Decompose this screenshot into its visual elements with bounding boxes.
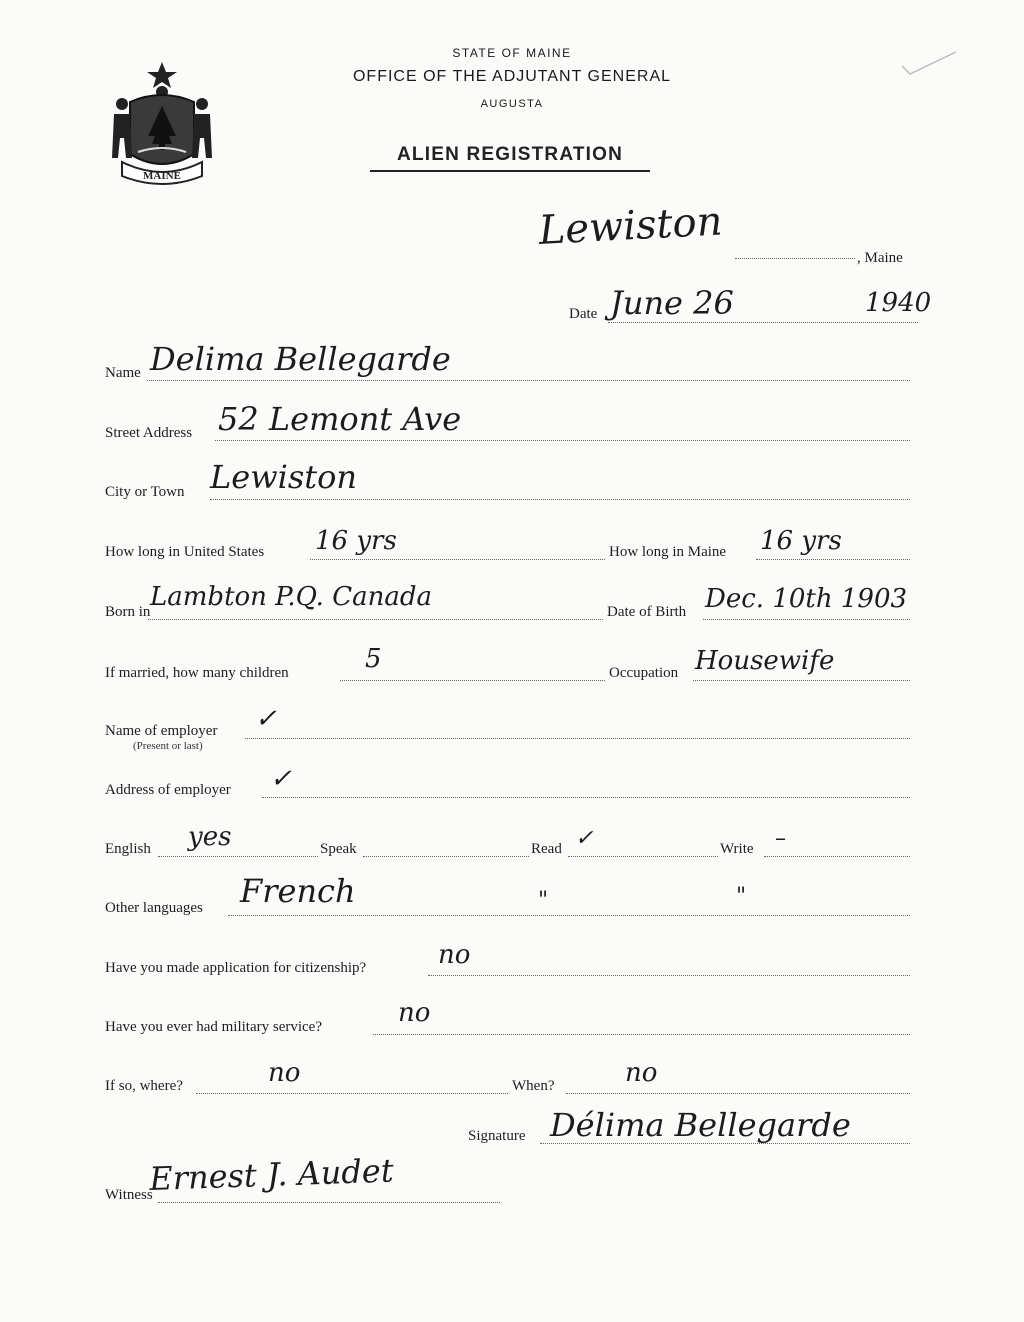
when-line — [566, 1093, 910, 1094]
military-line — [373, 1034, 910, 1035]
witness-line — [158, 1202, 500, 1203]
when-label: When? — [512, 1078, 555, 1094]
city-label: City or Town — [105, 484, 185, 500]
speak-label: Speak — [320, 841, 357, 857]
date-year-entry: 1940 — [865, 288, 932, 318]
where-label: If so, where? — [105, 1078, 183, 1094]
how-long-us-line — [310, 559, 605, 560]
write-entry: – — [775, 826, 786, 851]
city-line — [210, 499, 910, 500]
occupation-line — [693, 680, 910, 681]
english-line — [158, 856, 318, 857]
street-line — [215, 440, 910, 441]
signature-line — [540, 1143, 910, 1144]
form-title: ALIEN REGISTRATION — [370, 144, 650, 172]
born-label: Born in — [105, 604, 151, 620]
english-label: English — [105, 841, 151, 857]
children-entry: 5 — [365, 644, 382, 674]
street-label: Street Address — [105, 425, 193, 441]
employer-address-line — [262, 797, 910, 798]
when-entry: no — [625, 1058, 658, 1088]
witness-label: Witness — [105, 1187, 153, 1203]
children-label: If married, how many children — [105, 665, 289, 681]
write-line — [764, 856, 910, 857]
english-entry: yes — [188, 822, 232, 852]
maine-label: , Maine — [857, 250, 903, 266]
employer-address-entry: ✓ — [270, 764, 292, 794]
town-line — [735, 258, 855, 259]
dob-label: Date of Birth — [607, 604, 687, 620]
how-long-maine-line — [756, 559, 910, 560]
city-heading: AUGUSTA — [480, 98, 544, 110]
employer-entry: ✓ — [255, 704, 277, 734]
town-entry: Lewiston — [537, 198, 724, 254]
read-line — [568, 856, 718, 857]
name-line — [147, 380, 910, 381]
citizenship-entry: no — [438, 940, 471, 970]
state-heading: STATE OF MAINE — [452, 46, 572, 60]
name-label: Name — [105, 365, 141, 381]
read-label: Read — [531, 841, 562, 857]
other-languages-label: Other languages — [105, 900, 203, 916]
speak-line — [363, 856, 529, 857]
where-line — [196, 1093, 508, 1094]
check-mark-icon — [900, 50, 960, 78]
how-long-us-entry: 16 yrs — [315, 526, 397, 556]
date-label: Date — [569, 306, 598, 322]
city-entry: Lewiston — [210, 458, 357, 496]
citizenship-label: Have you made application for citizenship? — [105, 960, 367, 976]
signature-label: Signature — [468, 1128, 526, 1144]
other-languages-line — [228, 915, 910, 916]
employer-label: Name of employer — [105, 723, 218, 739]
citizenship-line — [428, 975, 910, 976]
employer-line — [245, 738, 910, 739]
date-line — [608, 322, 918, 323]
signature-entry: Délima Bellegarde — [550, 1106, 851, 1144]
dob-line — [703, 619, 910, 620]
occupation-entry: Housewife — [695, 646, 835, 676]
how-long-maine-label: How long in Maine — [609, 544, 727, 560]
children-line — [340, 680, 605, 681]
dob-entry: Dec. 10th 1903 — [705, 584, 908, 614]
write-label: Write — [720, 841, 754, 857]
street-entry: 52 Lemont Ave — [218, 400, 462, 438]
how-long-maine-entry: 16 yrs — [760, 526, 842, 556]
military-label: Have you ever had military service? — [105, 1019, 322, 1035]
employer-address-label: Address of employer — [105, 782, 231, 798]
born-line — [148, 619, 603, 620]
occupation-label: Occupation — [609, 665, 679, 681]
date-entry: June 26 — [610, 284, 734, 322]
military-entry: no — [398, 998, 431, 1028]
witness-entry: Ernest J. Audet — [148, 1151, 395, 1198]
other-languages-ditto-1: " — [538, 888, 549, 913]
born-entry: Lambton P.Q. Canada — [150, 582, 433, 612]
name-entry: Delima Bellegarde — [150, 340, 451, 378]
where-entry: no — [268, 1058, 301, 1088]
read-entry: ✓ — [575, 826, 594, 851]
office-heading: OFFICE OF THE ADJUTANT GENERAL — [352, 68, 672, 85]
employer-note: (Present or last) — [133, 740, 203, 752]
other-languages-ditto-2: " — [736, 884, 747, 909]
other-languages-entry: French — [240, 872, 356, 910]
how-long-us-label: How long in United States — [105, 544, 265, 560]
seal-lettering: MAINE — [143, 170, 181, 182]
